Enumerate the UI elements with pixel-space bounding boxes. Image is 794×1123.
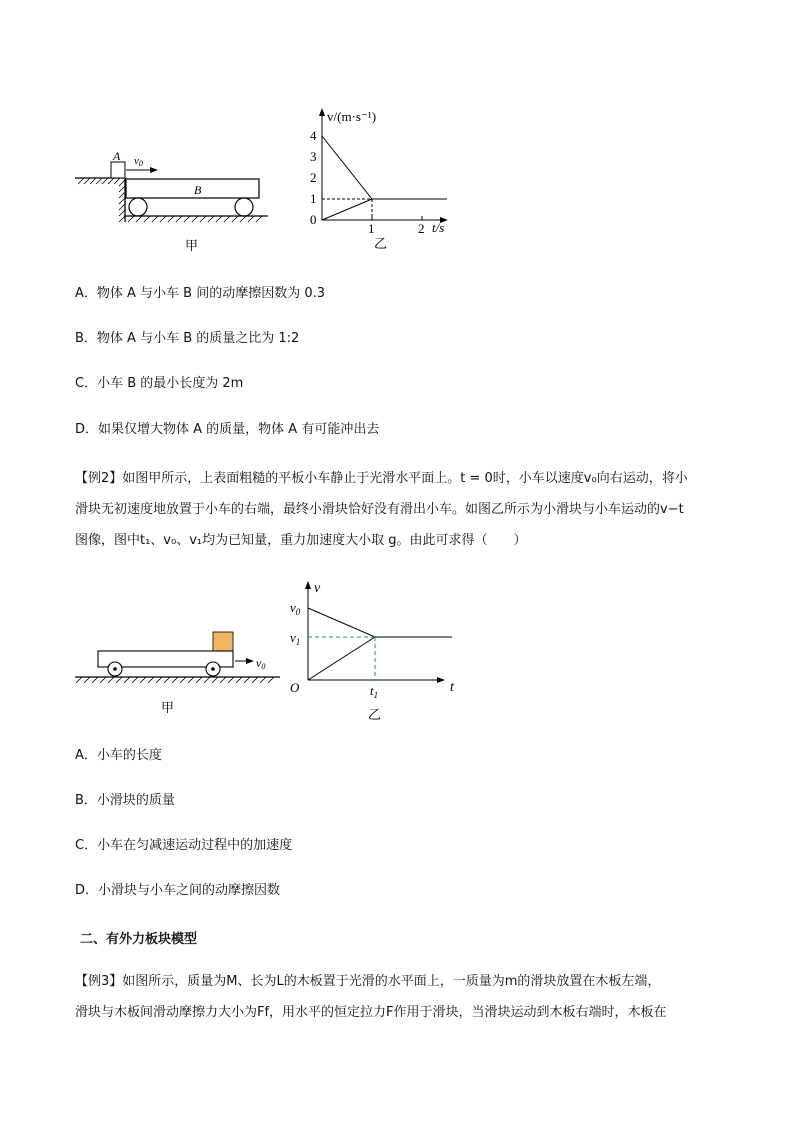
section2-title: 二、有外力板块模型	[80, 932, 198, 947]
graph1-series-B	[322, 199, 447, 220]
caption-yi-2: 乙	[368, 708, 382, 723]
q1-option-d: D．如果仅增大物体 A 的质量，物体 A 有可能冲出去	[75, 422, 380, 437]
graph1-xlabel: t/s	[432, 220, 445, 235]
graph1-xtick: 1	[368, 221, 375, 236]
graph1-xtick: 2	[418, 221, 425, 236]
q2-option-c: C．小车在匀减速运动过程中的加速度	[75, 838, 293, 853]
example2-line3: 图像，图中t₁、v₀、v₁均为已知量，重力加速度大小取 g。由此可求得（ ）	[75, 533, 527, 548]
example2-line2: 滑块无初速度地放置于小车的右端，最终小滑块恰好没有滑出小车。如图乙所示为小滑块与小车运动的v−t	[75, 502, 684, 517]
svg-text:v1: $v_1$	[290, 630, 301, 647]
slider-block	[213, 632, 233, 651]
q1-option-a: A．物体 A 与小车 B 间的动摩擦因数为 0.3	[75, 286, 326, 301]
figure2-cart	[70, 625, 285, 720]
svg-text:v0: v0	[256, 656, 266, 671]
q1-option-b: B．物体 A 与小车 B 的质量之比为 1:2	[75, 331, 300, 346]
label-a: A	[113, 149, 121, 163]
graph1-series-A	[322, 136, 447, 199]
svg-text:v0: v0	[134, 155, 143, 168]
q1-option-c: C．小车 B 的最小长度为 2m	[75, 376, 244, 391]
graph1-ylabel: v/(m·s⁻¹)	[327, 109, 377, 124]
caption-jia-1: 甲	[185, 239, 199, 254]
graph1-ytick: 1	[310, 191, 317, 206]
example3-line1: 【例3】如图所示，质量为M、长为L的木板置于光滑的水平面上，一质量为m的滑块放置在木板左端，	[75, 974, 661, 989]
origin-o: O	[290, 680, 300, 695]
figure1-vt-graph	[300, 100, 460, 255]
cart-b	[126, 179, 259, 198]
q2-option-b: B．小滑块的质量	[75, 793, 175, 808]
q2-option-d: D．小滑块与小车之间的动摩擦因数	[75, 883, 281, 898]
graph1-ytick: 0	[310, 212, 317, 227]
axis-v: v	[314, 581, 321, 596]
example2-line1: 【例2】如图甲所示，上表面粗糙的平板小车静止于光滑水平面上。t = 0时，小车以速度v₀向右运动，将小	[75, 471, 688, 486]
example3-line2: 滑块与木板间滑动摩擦力大小为Ff，用水平的恒定拉力F作用于滑块，当滑块运动到木板右端时，木板在	[75, 1005, 667, 1020]
example3-text	[75, 966, 725, 1028]
block-a	[111, 162, 125, 178]
axis-t: t	[450, 680, 454, 695]
example2-text	[75, 463, 725, 556]
figure1-cart	[70, 140, 270, 255]
q2-option-a: A．小车的长度	[75, 748, 162, 763]
graph1-ytick: 3	[310, 149, 317, 164]
label-b: B	[194, 183, 202, 197]
graph1-ytick: 4	[310, 128, 317, 143]
graph1-ytick: 2	[310, 170, 317, 185]
svg-text:t1: $t_1$	[370, 683, 379, 700]
svg-text:v0: $v_0$	[290, 600, 301, 617]
figure2-vt-graph	[280, 575, 470, 725]
caption-yi-1: 乙	[374, 237, 388, 252]
caption-jia-2: 甲	[161, 701, 175, 716]
